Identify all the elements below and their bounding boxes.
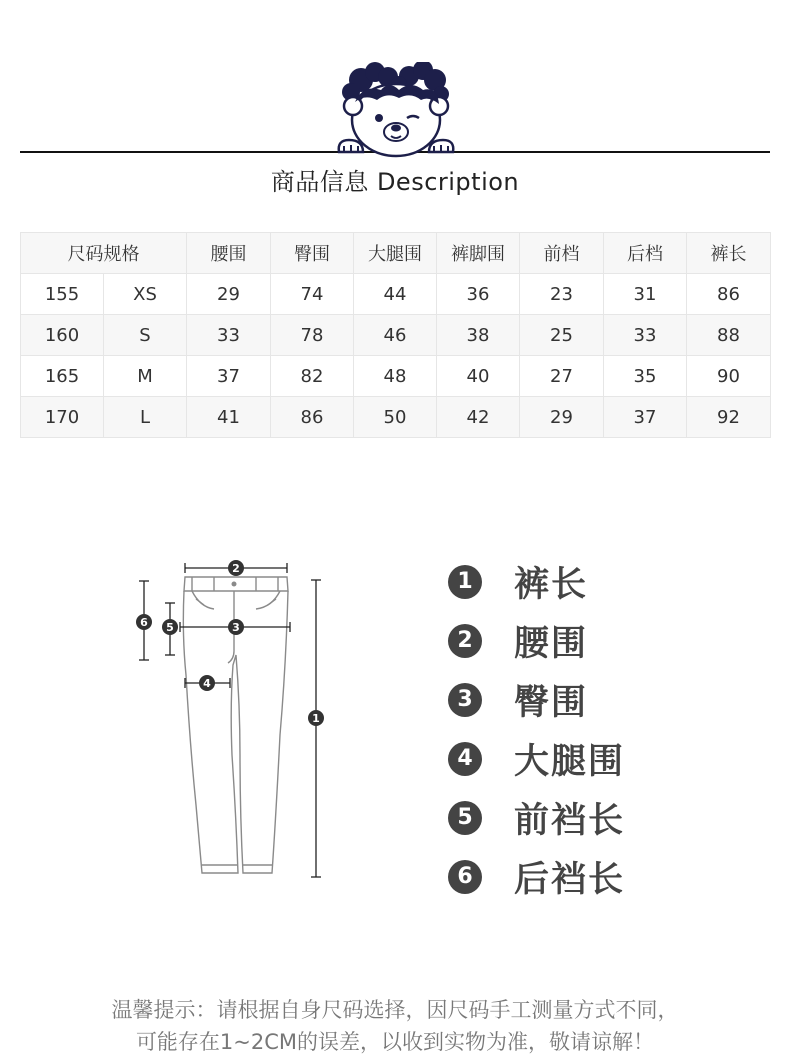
legend-number-badge: 2 bbox=[448, 624, 482, 658]
marker-4 bbox=[199, 675, 215, 691]
pants-measurement-diagram bbox=[130, 555, 340, 890]
cell-hip: 86 bbox=[271, 397, 354, 438]
cell-size: M bbox=[104, 356, 187, 397]
cell-front-rise: 27 bbox=[520, 356, 604, 397]
legend-label: 臀围 bbox=[514, 682, 589, 723]
header-waist: 腰围 bbox=[187, 233, 271, 274]
header-hip: 臀围 bbox=[271, 233, 354, 274]
note-line-2: 可能存在1~2CM的误差，以收到实物为准，敬请谅解！ bbox=[135, 1030, 655, 1054]
marker-3 bbox=[228, 619, 244, 635]
legend-item-thigh bbox=[448, 729, 625, 788]
table-header-row bbox=[21, 233, 771, 274]
cell-thigh: 50 bbox=[354, 397, 437, 438]
svg-text:1: 1 bbox=[312, 712, 320, 725]
cell-thigh: 48 bbox=[354, 356, 437, 397]
measurement-guides bbox=[139, 563, 321, 877]
cell-leg-opening: 40 bbox=[437, 356, 520, 397]
cell-back-rise: 37 bbox=[604, 397, 687, 438]
legend-label: 后裆长 bbox=[514, 859, 626, 900]
marker-2 bbox=[228, 560, 244, 576]
cell-waist: 33 bbox=[187, 315, 271, 356]
legend-number-badge: 6 bbox=[448, 860, 482, 894]
cell-back-rise: 31 bbox=[604, 274, 687, 315]
legend-number-badge: 4 bbox=[448, 742, 482, 776]
cell-front-rise: 25 bbox=[520, 315, 604, 356]
table-row bbox=[21, 274, 771, 315]
table-row bbox=[21, 315, 771, 356]
size-disclaimer-note bbox=[0, 994, 790, 1058]
cell-size: XS bbox=[104, 274, 187, 315]
legend-item-waist bbox=[448, 611, 625, 670]
bear-mascot-logo bbox=[333, 62, 459, 166]
svg-text:2: 2 bbox=[232, 562, 240, 575]
cell-length: 90 bbox=[687, 356, 771, 397]
legend-item-back-rise bbox=[448, 847, 625, 906]
marker-6 bbox=[136, 614, 152, 630]
cell-waist: 29 bbox=[187, 274, 271, 315]
cell-hip: 82 bbox=[271, 356, 354, 397]
measurement-legend bbox=[448, 552, 625, 906]
cell-height: 165 bbox=[21, 356, 104, 397]
cell-leg-opening: 38 bbox=[437, 315, 520, 356]
cell-back-rise: 33 bbox=[604, 315, 687, 356]
cell-size: L bbox=[104, 397, 187, 438]
legend-item-length bbox=[448, 552, 625, 611]
legend-label: 腰围 bbox=[514, 623, 589, 664]
header-thigh: 大腿围 bbox=[354, 233, 437, 274]
cell-length: 88 bbox=[687, 315, 771, 356]
cell-hip: 78 bbox=[271, 315, 354, 356]
legend-number-badge: 5 bbox=[448, 801, 482, 835]
cell-thigh: 46 bbox=[354, 315, 437, 356]
cell-leg-opening: 36 bbox=[437, 274, 520, 315]
cell-height: 170 bbox=[21, 397, 104, 438]
header-length: 裤长 bbox=[687, 233, 771, 274]
legend-number-badge: 1 bbox=[448, 565, 482, 599]
cell-waist: 37 bbox=[187, 356, 271, 397]
cell-front-rise: 29 bbox=[520, 397, 604, 438]
cell-length: 86 bbox=[687, 274, 771, 315]
header-front-rise: 前档 bbox=[520, 233, 604, 274]
legend-item-hip bbox=[448, 670, 625, 729]
legend-item-front-rise bbox=[448, 788, 625, 847]
cell-back-rise: 35 bbox=[604, 356, 687, 397]
cell-length: 92 bbox=[687, 397, 771, 438]
header-leg-opening: 裤脚围 bbox=[437, 233, 520, 274]
note-line-1: 温馨提示：请根据自身尺码选择，因尺码手工测量方式不同， bbox=[111, 998, 679, 1022]
marker-1 bbox=[308, 710, 324, 726]
table-row bbox=[21, 397, 771, 438]
legend-label: 前裆长 bbox=[514, 800, 626, 841]
cell-thigh: 44 bbox=[354, 274, 437, 315]
cell-hip: 74 bbox=[271, 274, 354, 315]
section-title: 商品信息 Description bbox=[270, 168, 520, 196]
table-row bbox=[21, 356, 771, 397]
cell-waist: 41 bbox=[187, 397, 271, 438]
svg-text:3: 3 bbox=[232, 621, 240, 634]
cell-height: 155 bbox=[21, 274, 104, 315]
header-back-rise: 后档 bbox=[604, 233, 687, 274]
cell-height: 160 bbox=[21, 315, 104, 356]
measurement-markers bbox=[136, 560, 324, 726]
svg-text:4: 4 bbox=[203, 677, 211, 690]
cell-front-rise: 23 bbox=[520, 274, 604, 315]
legend-label: 大腿围 bbox=[514, 741, 626, 782]
marker-5 bbox=[162, 619, 178, 635]
cell-leg-opening: 42 bbox=[437, 397, 520, 438]
cell-size: S bbox=[104, 315, 187, 356]
legend-number-badge: 3 bbox=[448, 683, 482, 717]
size-chart-table bbox=[20, 232, 771, 438]
header-size-spec: 尺码规格 bbox=[21, 233, 187, 274]
svg-text:6: 6 bbox=[140, 616, 148, 629]
legend-label: 裤长 bbox=[514, 564, 589, 605]
svg-text:5: 5 bbox=[166, 621, 174, 634]
